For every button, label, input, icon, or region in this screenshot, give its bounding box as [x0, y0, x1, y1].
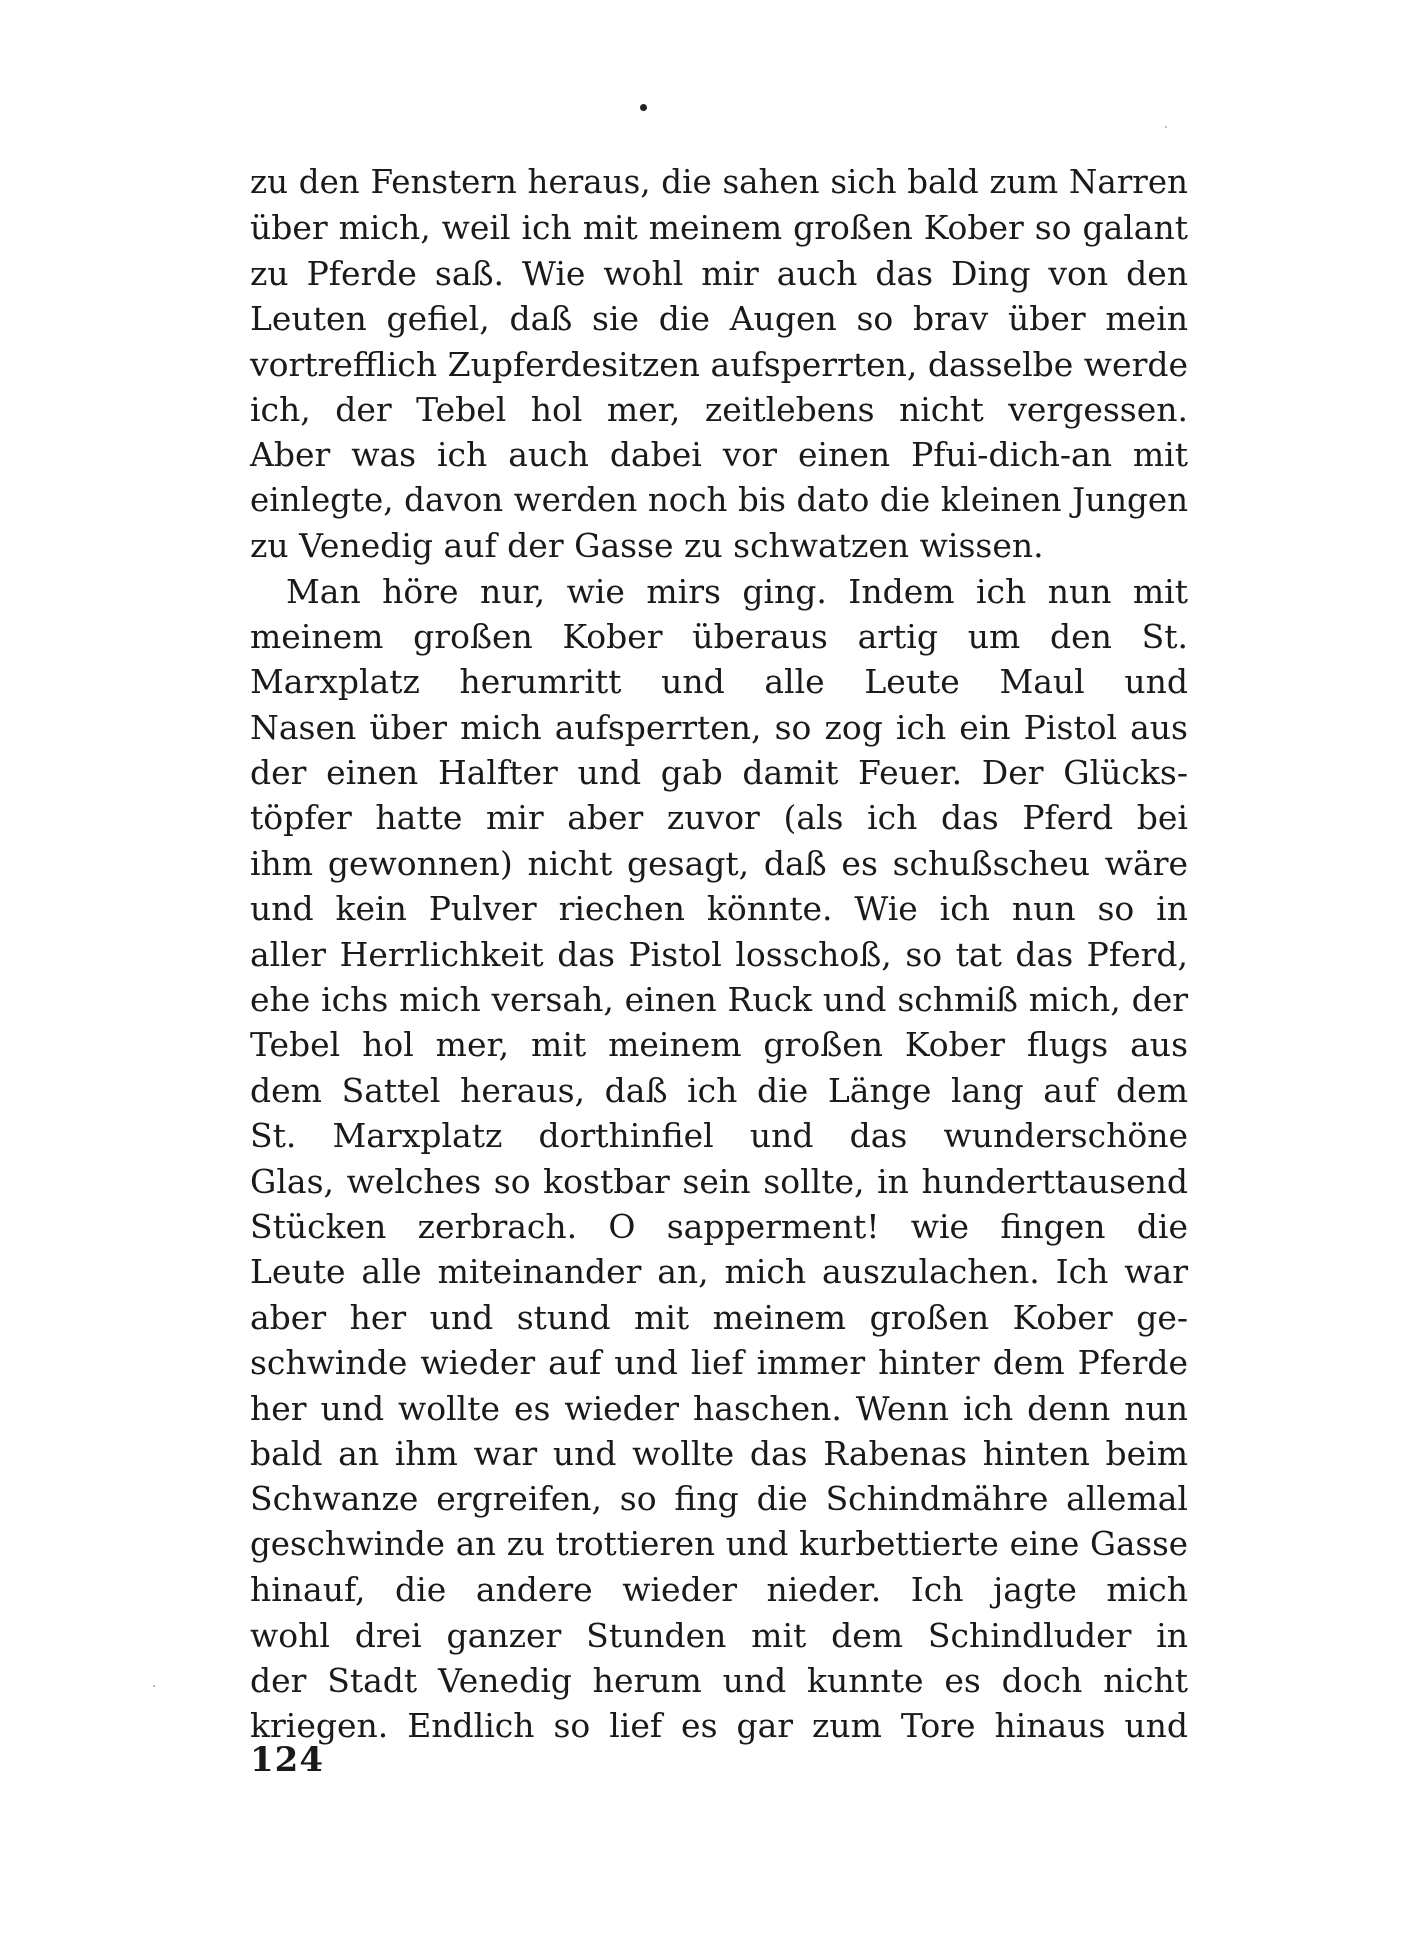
text-line: her und wollte es wieder haschen. Wenn ich denn nun: [250, 1388, 1188, 1428]
text-line: bald an ihm war und wollte das Rabenas hinten beim: [250, 1433, 1188, 1473]
page-top-mark: [640, 104, 647, 111]
text-line: St. Marxplatz dorthinfiel und das wunderschöne: [250, 1116, 1188, 1156]
paragraph-start-line: Man höre nur, wie mirs ging. Indem ich nun mit: [286, 571, 1188, 611]
text-line: meinem großen Kober überaus artig um den St.: [250, 616, 1188, 656]
text-line: ehe ichs mich versah, einen Ruck und schmiß mich, der: [250, 980, 1188, 1020]
text-line: geschwinde an zu trottieren und kurbettierte eine Gasse: [250, 1524, 1188, 1563]
text-line: der einen Halfter und gab damit Feuer. Der Glücks-: [250, 753, 1188, 793]
text-line: aller Herrlichkeit das Pistol losschoß, so tat das Pferd,: [250, 934, 1188, 974]
paragraph-end-line: zu Venedig auf der Gasse zu schwatzen wissen.: [250, 526, 1044, 566]
text-line: ich, der Tebel hol mer, zeitlebens nicht vergessen.: [250, 389, 1188, 429]
text-line: vortrefflich Zupferdesitzen aufsperrten, dasselbe werde: [250, 344, 1188, 384]
text-line: Nasen über mich aufsperrten, so zog ich ein Pistol aus: [250, 707, 1188, 747]
text-line: hinauf, die andere wieder nieder. Ich jagte mich: [250, 1570, 1188, 1610]
text-line: aber her und stund mit meinem großen Kober ge-: [250, 1297, 1188, 1337]
text-line: Stücken zerbrach. O sapperment! wie fingen die: [250, 1206, 1188, 1246]
text-line: zu den Fenstern heraus, die sahen sich bald zum Narren: [250, 163, 1188, 201]
text-line: über mich, weil ich mit meinem großen Kober so galant: [250, 208, 1188, 248]
text-line: kriegen. Endlich so lief es gar zum Tore hinaus und: [250, 1706, 1188, 1746]
text-line: Aber was ich auch dabei vor einen Pfui-dich-an mit: [250, 435, 1188, 475]
text-line: zu Pferde saß. Wie wohl mir auch das Ding von den: [250, 253, 1188, 293]
text-line: und kein Pulver riechen könnte. Wie ich nun so in: [250, 889, 1188, 929]
scan-speck: [153, 1685, 155, 1687]
page-number: 124: [250, 1740, 324, 1780]
text-line: der Stadt Venedig herum und kunnte es doch nicht: [250, 1660, 1188, 1700]
text-line: Leute alle miteinander an, mich auszulachen. Ich war: [250, 1252, 1188, 1292]
text-line: Tebel hol mer, mit meinem großen Kober flugs aus: [250, 1025, 1188, 1065]
text-line: Leuten gefiel, daß sie die Augen so brav über mein: [250, 299, 1188, 339]
scan-speck: [1165, 126, 1167, 128]
text-line: Glas, welches so kostbar sein sollte, in hunderttausend: [250, 1161, 1188, 1201]
text-line: ihm gewonnen) nicht gesagt, daß es schußscheu wäre: [250, 843, 1188, 883]
text-line: wohl drei ganzer Stunden mit dem Schindluder in: [250, 1615, 1188, 1655]
text-line: dem Sattel heraus, daß ich die Länge lang auf dem: [250, 1070, 1188, 1110]
text-line: töpfer hatte mir aber zuvor (als ich das Pferd bei: [250, 798, 1188, 838]
text-line: Schwanze ergreifen, so fing die Schindmähre allemal: [250, 1479, 1188, 1519]
text-line: schwinde wieder auf und lief immer hinter dem Pferde: [250, 1343, 1188, 1383]
body-text: [250, 160, 1188, 1749]
text-line: Marxplatz herumritt und alle Leute Maul und: [250, 662, 1188, 702]
text-line: einlegte, davon werden noch bis dato die kleinen Jungen: [250, 480, 1188, 519]
